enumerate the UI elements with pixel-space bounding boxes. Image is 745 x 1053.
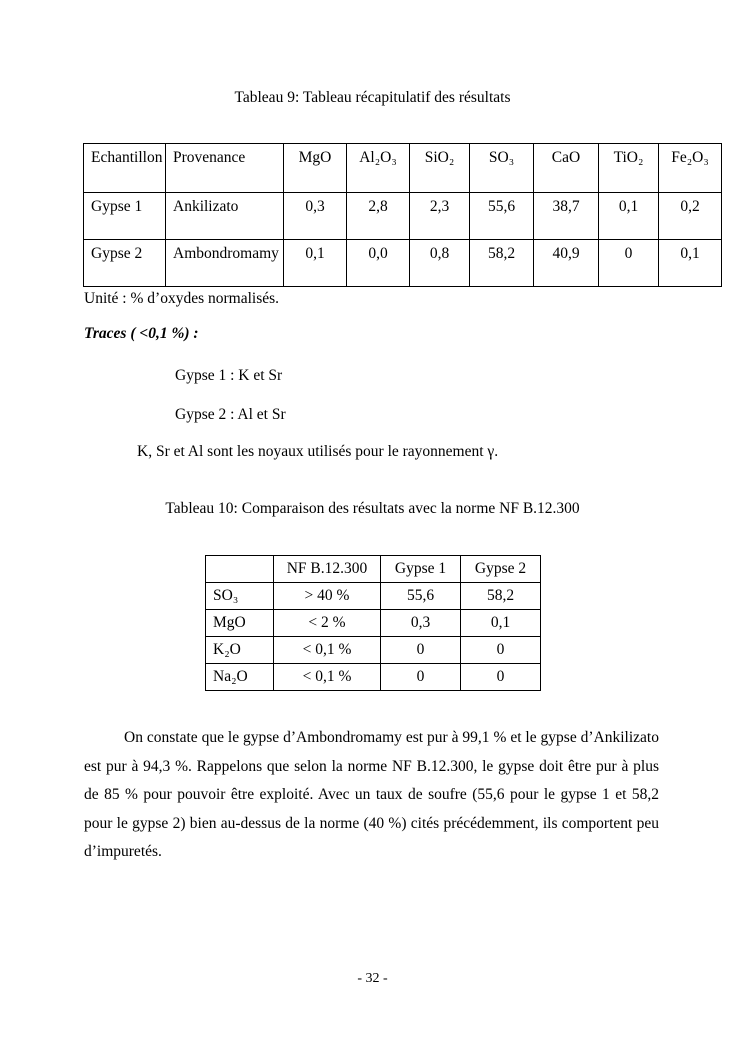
comparison-table-header-row	[206, 556, 541, 583]
row-label: SO₃	[206, 583, 274, 610]
table-row-so3	[206, 583, 541, 610]
column-header-gypse-1: Gypse 1	[381, 556, 461, 583]
table-cell: < 2 %	[274, 610, 381, 637]
table-cell: < 0,1 %	[274, 637, 381, 664]
comparison-table	[205, 555, 541, 691]
table-cell: Gypse 1	[84, 193, 166, 240]
trace-item-gypse-1: Gypse 1 : K et Sr	[175, 367, 283, 384]
table-cell: 0,3	[381, 610, 461, 637]
table-cell: 0,1	[659, 240, 722, 287]
table-cell: > 40 %	[274, 583, 381, 610]
trace-item-gypse-2: Gypse 2 : Al et Sr	[175, 406, 286, 423]
table-cell: < 0,1 %	[274, 664, 381, 691]
table-cell: 58,2	[470, 240, 534, 287]
table-cell: 55,6	[381, 583, 461, 610]
table-cell: 2,8	[347, 193, 410, 240]
table-cell: 2,3	[410, 193, 470, 240]
table-cell: 0,8	[410, 240, 470, 287]
traces-heading: Traces ( <0,1 %) :	[84, 325, 199, 342]
table-cell: 0,2	[659, 193, 722, 240]
table-cell: 0,1	[284, 240, 347, 287]
unit-note: Unité : % d’oxydes normalisés.	[84, 290, 280, 307]
table-row-k2o	[206, 637, 541, 664]
table-cell: Ankilizato	[166, 193, 284, 240]
column-header-provenance: Provenance	[166, 144, 284, 193]
row-label: MgO	[206, 610, 274, 637]
table-cell: 55,6	[470, 193, 534, 240]
column-header-sio2: SiO₂	[410, 144, 470, 193]
table-cell: 0	[381, 637, 461, 664]
row-label: Na₂O	[206, 664, 274, 691]
table9-caption: Tableau 9: Tableau récapitulatif des résultats	[234, 89, 511, 106]
table-cell: 58,2	[461, 583, 541, 610]
results-table-header-row	[84, 144, 722, 193]
table-cell: Ambondromamy	[166, 240, 284, 287]
column-header-norme: NF B.12.300	[274, 556, 381, 583]
column-header-al2o3: Al₂O₃	[347, 144, 410, 193]
table10-caption: Tableau 10: Comparaison des résultats avec la norme NF B.12.300	[165, 500, 580, 517]
table-cell: Gypse 2	[84, 240, 166, 287]
traces-note: K, Sr et Al sont les noyaux utilisés pour le rayonnement γ.	[137, 443, 499, 460]
column-header-echantillon: Echantillon	[84, 144, 166, 193]
table-cell: 0,1	[461, 610, 541, 637]
table-cell: 0,3	[284, 193, 347, 240]
results-table	[83, 143, 722, 287]
table-row-na2o	[206, 664, 541, 691]
table-cell: 0	[461, 664, 541, 691]
table-cell: 0	[461, 637, 541, 664]
body-paragraph: On constate que le gypse d’Ambondromamy est pur à 99,1 % et le gypse d’Ankilizato est pur à 94,3 %. Rappelons que selon la norme NF B.12.300, le gypse doit être pur à plus de 85 % pour pouvoir être exploité. Avec un taux de soufre (55,6 pour le gypse 1 et 58,2 pour le gypse 2) bien au-dessus de la norme (40 %) cités précédemment, ils comportent peu d’impuretés.	[84, 729, 659, 861]
table-cell: 40,9	[534, 240, 599, 287]
table-cell: 0	[381, 664, 461, 691]
table-cell: 0	[599, 240, 659, 287]
table-cell: 0,0	[347, 240, 410, 287]
column-header-so3: SO₃	[470, 144, 534, 193]
page-number: - 32 -	[357, 971, 388, 986]
column-header-tio2: TiO₂	[599, 144, 659, 193]
column-header-cao: CaO	[534, 144, 599, 193]
column-header-gypse-2: Gypse 2	[461, 556, 541, 583]
table-row-gypse-2	[84, 240, 722, 287]
row-label: K₂O	[206, 637, 274, 664]
empty-header-cell	[206, 556, 274, 583]
column-header-fe2o3: Fe₂O₃	[659, 144, 722, 193]
table-row-gypse-1	[84, 193, 722, 240]
table-row-mgo	[206, 610, 541, 637]
table-cell: 38,7	[534, 193, 599, 240]
table-cell: 0,1	[599, 193, 659, 240]
column-header-mgo: MgO	[284, 144, 347, 193]
